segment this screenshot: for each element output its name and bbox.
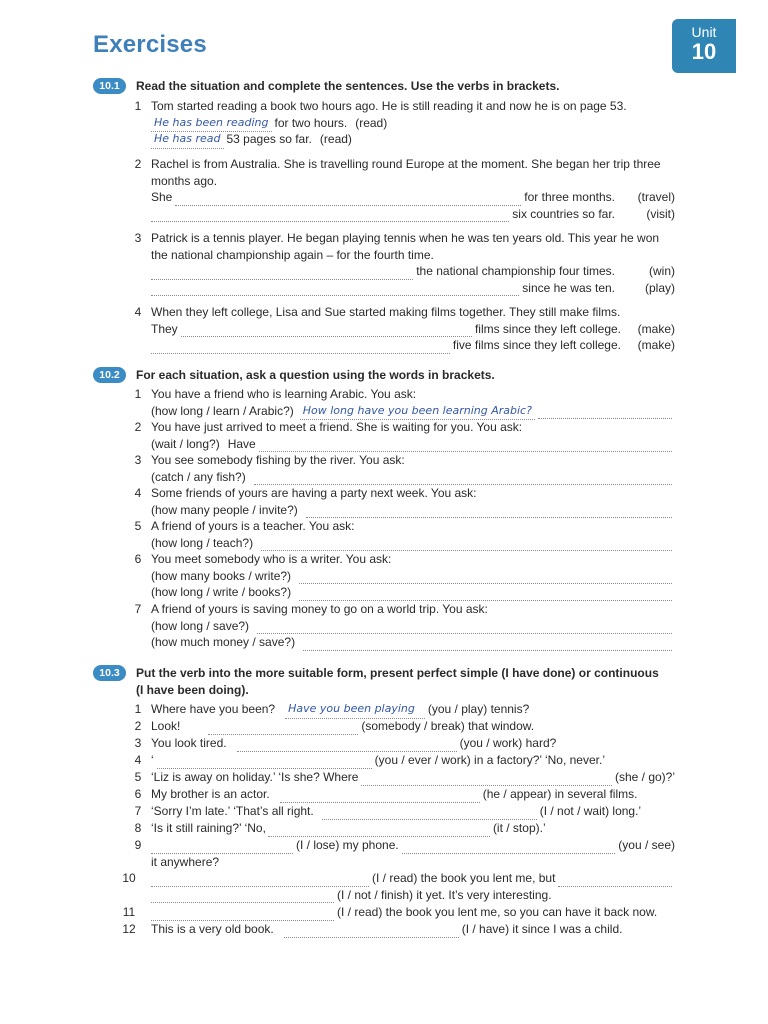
question-number: 2 <box>134 719 142 733</box>
question-4 <box>136 304 675 354</box>
situation-text: You have a friend who is learning Arabic. You ask: <box>151 387 417 401</box>
verb-cue: (I / read) the book you lent me, so you can have it back now. <box>337 905 658 919</box>
answer-blank[interactable] <box>151 342 450 354</box>
question-cue: (how much money / save?) <box>151 635 296 649</box>
question-2 <box>136 156 675 222</box>
question-9 <box>136 837 675 870</box>
question-5 <box>136 769 675 786</box>
exercise-instruction <box>136 665 675 699</box>
unit-label: Unit <box>691 24 717 40</box>
sentence-text: 53 pages so far. <box>226 132 312 146</box>
situation-text: When they left college, Lisa and Sue started making films together. They still make films. <box>151 305 621 319</box>
verb-cue: (I / have) it since I was a child. <box>461 922 623 936</box>
answer-blank[interactable] <box>151 284 519 296</box>
question-12 <box>122 921 675 938</box>
question-7 <box>136 803 675 820</box>
answer-blank[interactable] <box>558 875 672 887</box>
unit-number: 10 <box>691 39 717 64</box>
verb-cue: (make) <box>637 338 675 352</box>
question-cue: (how long / learn / Arabic?) <box>151 403 294 418</box>
sentence-text: six countries so far. <box>512 206 615 221</box>
question-11 <box>122 904 675 921</box>
answer-blank[interactable] <box>181 325 472 337</box>
question-2 <box>136 419 675 452</box>
question-number: 4 <box>134 753 142 767</box>
question-6 <box>136 786 675 803</box>
question-number: 1 <box>134 99 142 113</box>
question-number: 7 <box>134 804 142 818</box>
question-cue: (how many people / invite?) <box>151 502 298 517</box>
sentence-start: She <box>151 190 173 204</box>
page-title: Exercises <box>93 31 207 58</box>
verb-cue: (you / play) tennis? <box>427 702 530 716</box>
sentence-text: since he was ten. <box>522 280 615 295</box>
situation-text: You meet somebody who is a writer. You ask: <box>151 552 392 566</box>
question-1 <box>136 98 675 148</box>
verb-cue: (somebody / break) that window. <box>361 719 535 733</box>
question-10 <box>122 870 675 903</box>
verb-cue: (you / work) hard? <box>459 736 557 750</box>
sentence-text: films since they left college. <box>474 321 621 336</box>
sentence-text: My brother is an actor. <box>151 787 270 801</box>
sentence-text: Look! <box>151 719 181 733</box>
sentence-start: Have <box>227 436 256 451</box>
verb-cue: (I / read) the book you lent me, but <box>372 871 556 885</box>
situation-text: Rachel is from Australia. She is travelling round Europe at the moment. She began her trip three <box>151 157 661 171</box>
instruction-line: (I have been doing). <box>136 683 249 697</box>
answer-blank[interactable] <box>306 506 672 518</box>
situation-text: Patrick is a tennis player. He began playing tennis when he was ten years old. This year he won <box>151 231 660 245</box>
question-number: 4 <box>134 305 142 319</box>
question-cue: (how many books / write?) <box>151 568 292 583</box>
verb-cue: (you / ever / work) in a factory?’ ‘No, never.’ <box>374 753 605 767</box>
verb-cue: (he / appear) in several films. <box>482 787 638 801</box>
verb-cue: (you / see) <box>618 838 675 852</box>
answer-blank[interactable] <box>322 808 537 820</box>
answer-blank[interactable] <box>237 740 457 752</box>
question-number: 5 <box>134 770 142 784</box>
exercise-instruction: For each situation, ask a question using the words in brackets. <box>136 368 495 382</box>
question-number: 11 <box>122 905 136 919</box>
exercise-badge: 10.2 <box>93 367 126 383</box>
verb-cue: (read) <box>319 132 352 146</box>
question-4 <box>136 752 675 769</box>
verb-cue: (read) <box>355 115 388 130</box>
sentence-text: five films since they left college. <box>452 338 621 352</box>
answer-blank[interactable] <box>280 791 480 803</box>
sentence-text: for two hours. <box>274 115 348 130</box>
sentence-text: ‘Is it still raining?’ ‘No, <box>151 821 266 835</box>
answer-blank[interactable] <box>151 210 509 222</box>
answer-blank[interactable] <box>151 268 413 280</box>
question-cue: (how long / write / books?) <box>151 585 292 599</box>
question-cue: (how long / teach?) <box>151 535 254 550</box>
answer-blank[interactable] <box>254 473 672 485</box>
verb-cue: (I / lose) my phone. <box>296 838 399 852</box>
verb-cue: (win) <box>649 264 675 278</box>
handwritten-answer[interactable]: He has been reading <box>151 115 272 133</box>
situation-text: the national championship again – for the fourth time. <box>151 247 434 262</box>
verb-cue: (it / stop).’ <box>492 821 546 835</box>
verb-cue: (she / go)?’ <box>614 770 675 784</box>
sentence-text: ‘Sorry I’m late.’ ‘That’s all right. <box>151 804 314 818</box>
question-number: 10 <box>122 871 136 885</box>
handwritten-answer[interactable]: Have you been playing <box>285 701 425 719</box>
unit-tab <box>672 19 736 73</box>
question-number: 6 <box>134 552 142 566</box>
verb-cue: (visit) <box>646 206 675 221</box>
answer-blank[interactable] <box>151 891 334 903</box>
answer-blank[interactable] <box>175 194 521 206</box>
verb-cue: (I / not / finish) it yet. It’s very interesting. <box>337 887 552 902</box>
question-3 <box>136 735 675 752</box>
verb-cue: (I / not / wait) long.’ <box>539 804 642 818</box>
question-number: 9 <box>134 838 142 852</box>
sentence-text: it anywhere? <box>151 854 220 869</box>
situation-text: Some friends of yours are having a party next week. You ask: <box>151 486 477 500</box>
question-number: 3 <box>134 231 142 245</box>
answer-blank[interactable] <box>157 757 372 769</box>
answer-blank[interactable] <box>151 909 334 921</box>
sentence-text: This is a very old book. <box>151 922 274 936</box>
question-number: 1 <box>134 702 142 716</box>
question-cue: (wait / long?) <box>151 436 220 451</box>
situation-text: months ago. <box>151 173 218 188</box>
sentence-text: the national championship four times. <box>416 264 615 278</box>
answer-blank[interactable] <box>259 440 672 452</box>
question-number: 2 <box>134 157 142 171</box>
question-number: 3 <box>134 736 142 750</box>
situation-text: You see somebody fishing by the river. You ask: <box>151 453 405 467</box>
exercise-badge: 10.1 <box>93 78 126 94</box>
handwritten-answer[interactable]: He has read <box>151 131 224 149</box>
answer-blank[interactable] <box>261 539 672 551</box>
question-number: 2 <box>134 420 142 434</box>
sentence-text: You look tired. <box>151 736 227 750</box>
question-6 <box>136 551 675 601</box>
situation-text: A friend of yours is a teacher. You ask: <box>151 519 355 533</box>
question-number: 8 <box>134 821 142 835</box>
sentence-text: ‘Liz is away on holiday.’ ‘Is she? Where <box>151 770 359 784</box>
question-3 <box>136 452 675 485</box>
question-5 <box>136 518 675 551</box>
answer-blank[interactable] <box>303 639 672 651</box>
question-number: 5 <box>134 519 142 533</box>
exercise-badge: 10.3 <box>93 665 126 681</box>
answer-blank[interactable] <box>538 407 672 419</box>
question-number: 12 <box>122 922 136 936</box>
sentence-start: They <box>151 321 178 336</box>
situation-text: Tom started reading a book two hours ago. He is still reading it and now he is on page 53. <box>151 99 627 113</box>
situation-text: A friend of yours is saving money to go on a world trip. You ask: <box>151 602 488 616</box>
question-4 <box>136 485 675 518</box>
handwritten-answer[interactable]: How long have you been learning Arabic? <box>300 403 535 421</box>
question-cue: (catch / any fish?) <box>151 469 246 484</box>
question-number: 4 <box>134 486 142 500</box>
situation-text: You have just arrived to meet a friend. She is waiting for you. You ask: <box>151 420 523 434</box>
question-1 <box>136 701 675 718</box>
verb-cue: (play) <box>644 280 675 295</box>
sentence-text: for three months. <box>524 190 615 204</box>
question-1 <box>136 386 675 419</box>
verb-cue: (make) <box>637 321 675 336</box>
answer-blank[interactable] <box>284 926 459 938</box>
instruction-line: Put the verb into the more suitable form, present perfect simple (I have done) or continuous <box>136 666 659 680</box>
answer-blank[interactable] <box>299 589 672 601</box>
question-number: 1 <box>134 387 142 401</box>
answer-blank[interactable] <box>151 875 369 887</box>
question-number: 7 <box>134 602 142 616</box>
answer-blank[interactable] <box>208 723 358 735</box>
verb-cue: (travel) <box>637 190 675 204</box>
answer-blank[interactable] <box>299 572 672 584</box>
sentence-text: Where have you been? <box>151 702 276 716</box>
question-number: 6 <box>134 787 142 801</box>
question-cue: (how long / save?) <box>151 618 250 633</box>
answer-blank[interactable] <box>151 842 293 854</box>
question-3 <box>136 230 675 296</box>
sentence-text: ‘ <box>151 753 154 767</box>
answer-blank[interactable] <box>268 825 490 837</box>
answer-blank[interactable] <box>402 842 616 854</box>
exercise-instruction: Read the situation and complete the sentences. Use the verbs in brackets. <box>136 79 560 93</box>
question-7 <box>136 601 675 651</box>
question-8 <box>136 820 675 837</box>
question-number: 3 <box>134 453 142 467</box>
question-2 <box>136 718 675 735</box>
answer-blank[interactable] <box>361 774 612 786</box>
answer-blank[interactable] <box>257 622 672 634</box>
